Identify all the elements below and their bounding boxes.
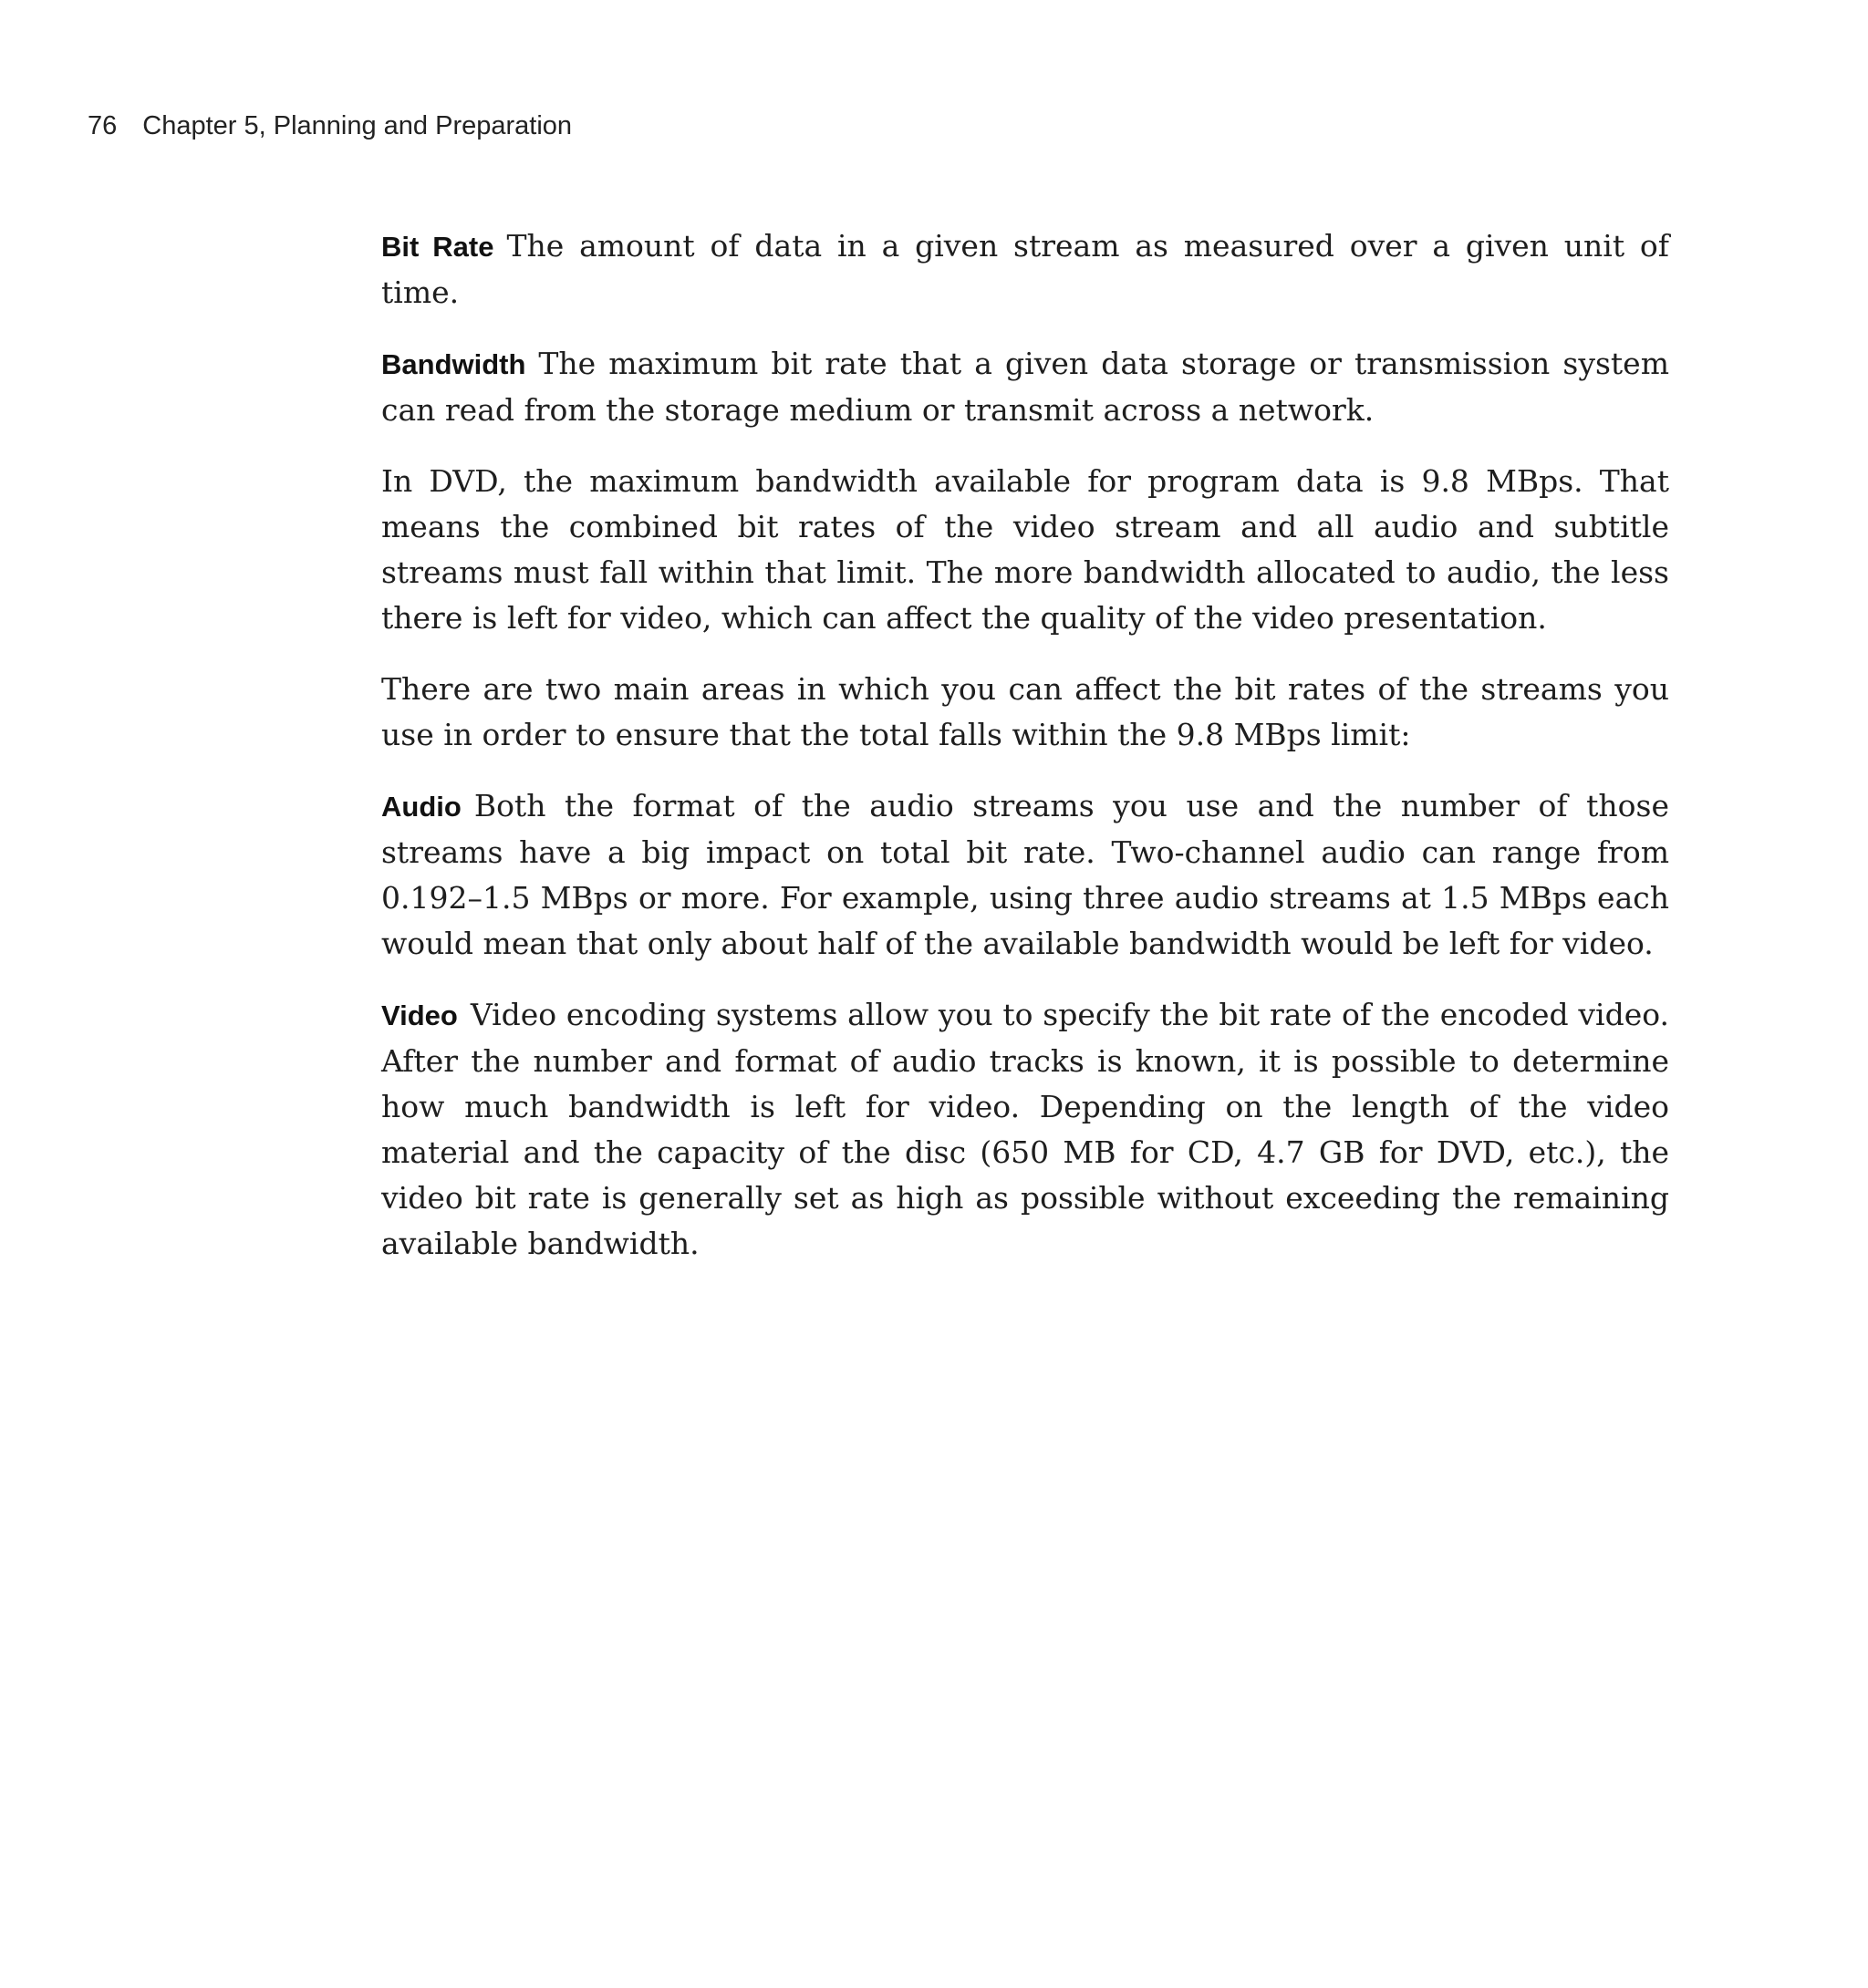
area-term: Video (381, 999, 458, 1031)
running-header (88, 109, 572, 142)
body-paragraph: There are two main areas in which you can affect the bit rates of the streams you use in order to ensure that the total falls within the 9.8 MBps limit: (381, 671, 1669, 752)
page-number: 76 (88, 111, 118, 140)
definition-term: Bit Rate (381, 231, 494, 263)
definition-bandwidth (381, 341, 1669, 433)
definition-bit-rate (381, 223, 1669, 316)
area-audio (381, 783, 1669, 967)
definition-text: The amount of data in a given stream as measured over a given unit of time. (381, 228, 1669, 310)
definition-term: Bandwidth (381, 348, 526, 380)
body-paragraph: In DVD, the maximum bandwidth available for program data is 9.8 MBps. That means the combined bit rates of the video stream and all audio and subtitle streams must fall within that limit. The more bandwidth allocated to audio, the less there is left for video, which can affect the quality of the video presentation. (381, 463, 1669, 636)
area-term: Audio (381, 791, 462, 823)
area-text: Both the format of the audio streams you use and the number of those streams have a big impact on total bit rate. Two-channel audio can range from 0.192–1.5 MBps or more. For example, using three audio streams at 1.5 MBps each would mean that only about half of the available bandwidth would be left for video. (381, 788, 1669, 961)
area-text: Video encoding systems allow you to specify the bit rate of the encoded video. After the number and format of audio tracks is known, it is possible to determine how much bandwidth is left for video. Depending on the length of the video material and the capacity of the disc (650 MB for CD, 4.7 GB for DVD, etc.), the video bit rate is generally set as high as possible without exceeding the remaining available bandwidth. (381, 997, 1669, 1261)
area-video (381, 992, 1669, 1267)
chapter-title: Chapter 5, Planning and Preparation (142, 111, 573, 140)
definition-text: The maximum bit rate that a given data storage or transmission system can read from the storage medium or transmit across a network. (381, 346, 1669, 428)
page-body (381, 223, 1669, 1292)
